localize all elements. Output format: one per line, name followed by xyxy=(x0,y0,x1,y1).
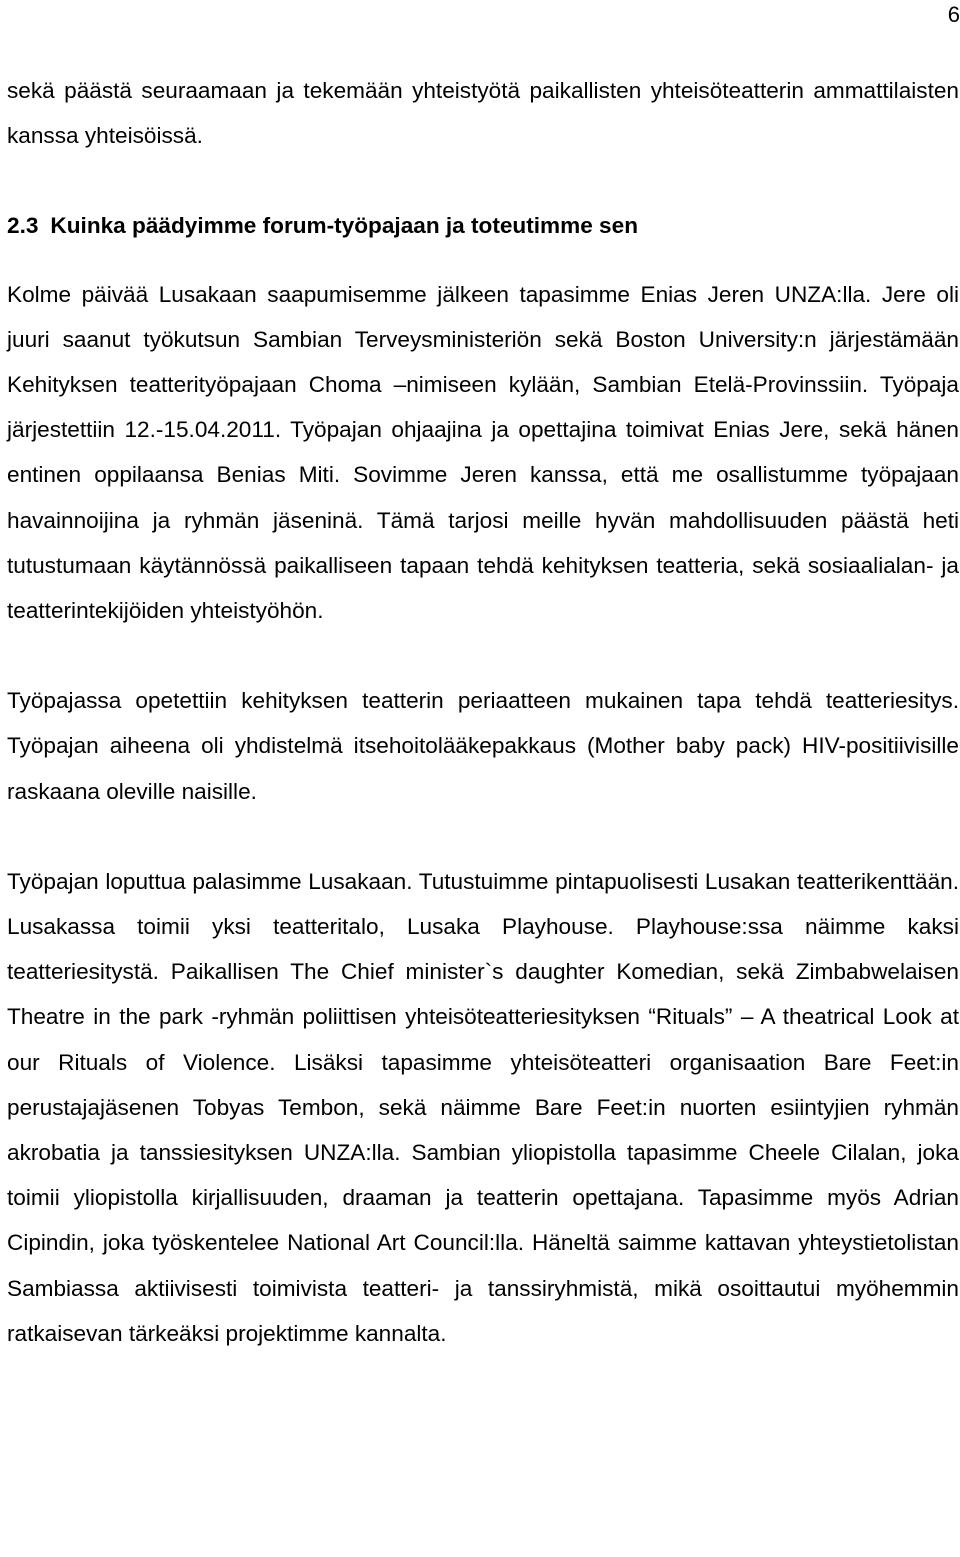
section-heading xyxy=(7,203,959,248)
section-number: 2.3 xyxy=(7,213,39,239)
page-number: 6 xyxy=(947,2,960,27)
paragraph: Kolme päivää Lusakaan saapumisemme jälkeen tapasimme Enias Jeren UNZA:lla. Jere oli juuri saanut työkutsun Sambian Terveysministeriön sekä Boston University:n järjestämään Kehityksen teatterityöpajaan Choma –nimiseen kylään, Sambian Etelä-Provinssiin. Työpaja järjestettiin 12.-15.04.2011. Työpajan ohjaajina ja opettajina toimivat Enias Jere, sekä hänen entinen oppilaansa Benias Miti. Sovimme Jeren kanssa, että me osallistumme työpajaan havainnoijina ja ryhmän jäseninä. Tämä tarjosi meille hyvän mahdollisuuden päästä heti tutustumaan käytännössä paikalliseen tapaan tehdä kehityksen teatteria, sekä sosiaalialan- ja teatterintekijöiden yhteistyöhön. xyxy=(7,281,959,624)
paragraph-continued: sekä päästä seuraamaan ja tekemään yhteistyötä paikallisten yhteisöteatterin ammattilaisten kanssa yhteisöissä. xyxy=(7,78,959,149)
section-title: Kuinka päädyimme forum-työpajaan ja toteutimme sen xyxy=(50,213,638,239)
paragraph: Työpajassa opetettiin kehityksen teatterin periaatteen mukainen tapa tehdä teatteriesitys. Työpajan aiheena oli yhdistelmä itsehoitolääkepakkaus (Mother baby pack) HIV-positiivisille raskaana oleville naisille. xyxy=(7,688,959,804)
paragraph: Työpajan loputtua palasimme Lusakaan. Tutustuimme pintapuolisesti Lusakan teatterikenttään. Lusakassa toimii yksi teatteritalo, Lusaka Playhouse. Playhouse:ssa näimme kaksi teatteriesitystä. Paikallisen The Chief minister`s daughter Komedian, sekä Zimbabwelaisen Theatre in the park -ryhmän poliittisen yhteisöteatteriesityksen “Rituals” – A theatrical Look at our Rituals of Violence. Lisäksi tapasimme yhteisöteatteri organisaation Bare Feet:in perustajajäsenen Tobyas Tembon, sekä näimme Bare Feet:in nuorten esiintyjien ryhmän akrobatia ja tanssiesityksen UNZA:lla. Sambian yliopistolla tapasimme Cheele Cilalan, joka toimii yliopistolla kirjallisuuden, draaman ja teatterin opettajana. Tapasimme myös Adrian Cipindin, joka työskentelee National Art Council:lla. Häneltä saimme kattavan yhteystietolistan Sambiassa aktiivisesti toimivista teatteri- ja tanssiryhmistä, mikä osoittautui myöhemmin ratkaisevan tärkeäksi projektimme kannalta. xyxy=(7,868,959,1346)
page-content xyxy=(7,68,959,1356)
